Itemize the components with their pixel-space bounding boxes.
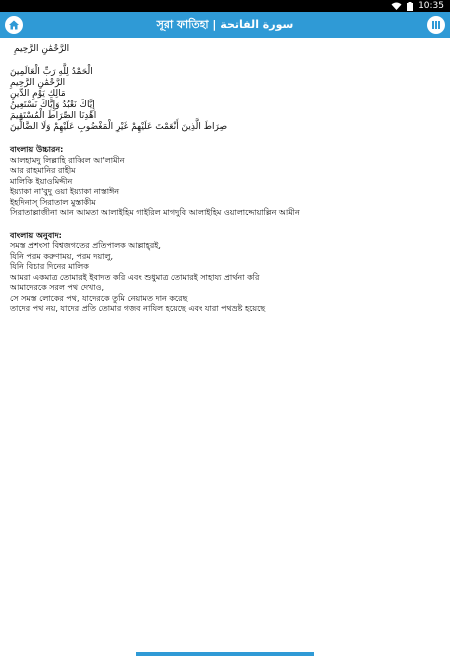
menu-button[interactable]: [427, 16, 445, 34]
arabic-verse: مَالِكِ يَوْمِ الدِّينِ: [10, 89, 66, 99]
translation-line: আমরা একমাত্র তোমারই ইবাদত করি এবং শুধুমাত্র তোমারই সাহায্য প্রার্থনা করি: [10, 272, 260, 282]
arabic-verse: الرَّحْمَٰنِ الرَّحِيمِ: [10, 78, 66, 88]
pronunciation-lines: [10, 156, 440, 219]
columns-menu-icon: [430, 16, 442, 35]
wifi-icon: [391, 2, 402, 10]
translation-line: যিনি পরম করুণাময়, পরম দয়ালু,: [10, 251, 114, 261]
arabic-verses: [10, 67, 440, 133]
pronunciation-line: ইহদিনাস্ সিরাতাল মুস্তাকীম: [10, 197, 96, 207]
arabic-verse: صِرَاطَ الَّذِينَ أَنْعَمْتَ عَلَيْهِمْ غَيْرِ الْمَغْضُوبِ عَلَيْهِمْ وَلَا الضَّالِّينَ: [10, 122, 228, 132]
arabic-verse: الْحَمْدُ لِلَّهِ رَبِّ الْعَالَمِينَ: [10, 67, 93, 77]
pronunciation-line: মালিকি ইয়াওমিদ্দীন: [10, 176, 73, 186]
app-title: সূরা ফাতিহা | سورة الفاتحة: [156, 17, 294, 31]
translation-line: সমস্ত প্রশংসা বিশ্বজগতের প্রতিপালক আল্লাহ্‌রই,: [10, 241, 161, 250]
pronunciation-heading: বাংলায় উচ্চারন:: [10, 145, 64, 154]
home-icon: [8, 16, 20, 35]
battery-icon: [407, 2, 413, 11]
translation-line: সে সমস্ত লোকের পথ, যাদেরকে তুমি নেয়ামত দান করেছ: [10, 293, 188, 303]
arabic-verse: اهْدِنَا الصِّرَاطَ الْمُسْتَقِيمَ: [10, 111, 97, 121]
translation-lines: [10, 241, 440, 315]
pronunciation-line: ইয়্যাকা না'বুদু ওয়া ইয়্যাকা নাস্তাঈন: [10, 187, 120, 196]
arabic-bismillah: الرَّحْمَٰنِ الرَّحِيمِ: [14, 44, 70, 54]
translation-line: তাদের পথ নয়, যাদের প্রতি তোমার গজব নাযিল হয়েছে এবং যারা পথভ্রষ্ট হয়েছে: [10, 304, 266, 313]
app-bar: [0, 12, 450, 38]
arabic-verse: إِيَّاكَ نَعْبُدُ وَإِيَّاكَ نَسْتَعِينُ: [10, 100, 95, 110]
translation-line: আমাদেরকে সরল পথ দেখাও,: [10, 283, 105, 292]
status-bar: [0, 0, 450, 12]
scroll-handle[interactable]: [136, 652, 314, 656]
pronunciation-line: সিরাতাল্লাজীনা আন আমতা আলাইহিম গাইরিল মাগদুবি আলাইহিম ওয়ালাদ্দোয়াল্লিন আমীন: [10, 208, 300, 217]
surah-content: [10, 42, 440, 315]
translation-heading: বাংলায় অনুবাদ:: [10, 230, 62, 240]
clock: 10:35: [418, 1, 444, 11]
translation-line: যিনি বিচার দিনের মালিক: [10, 262, 89, 271]
home-button[interactable]: [5, 16, 23, 34]
pronunciation-line: আলহামদু লিল্লাহি রাব্বিল আ'লামীন: [10, 155, 125, 165]
pronunciation-line: আর রাহমানির রাহীম: [10, 166, 76, 175]
